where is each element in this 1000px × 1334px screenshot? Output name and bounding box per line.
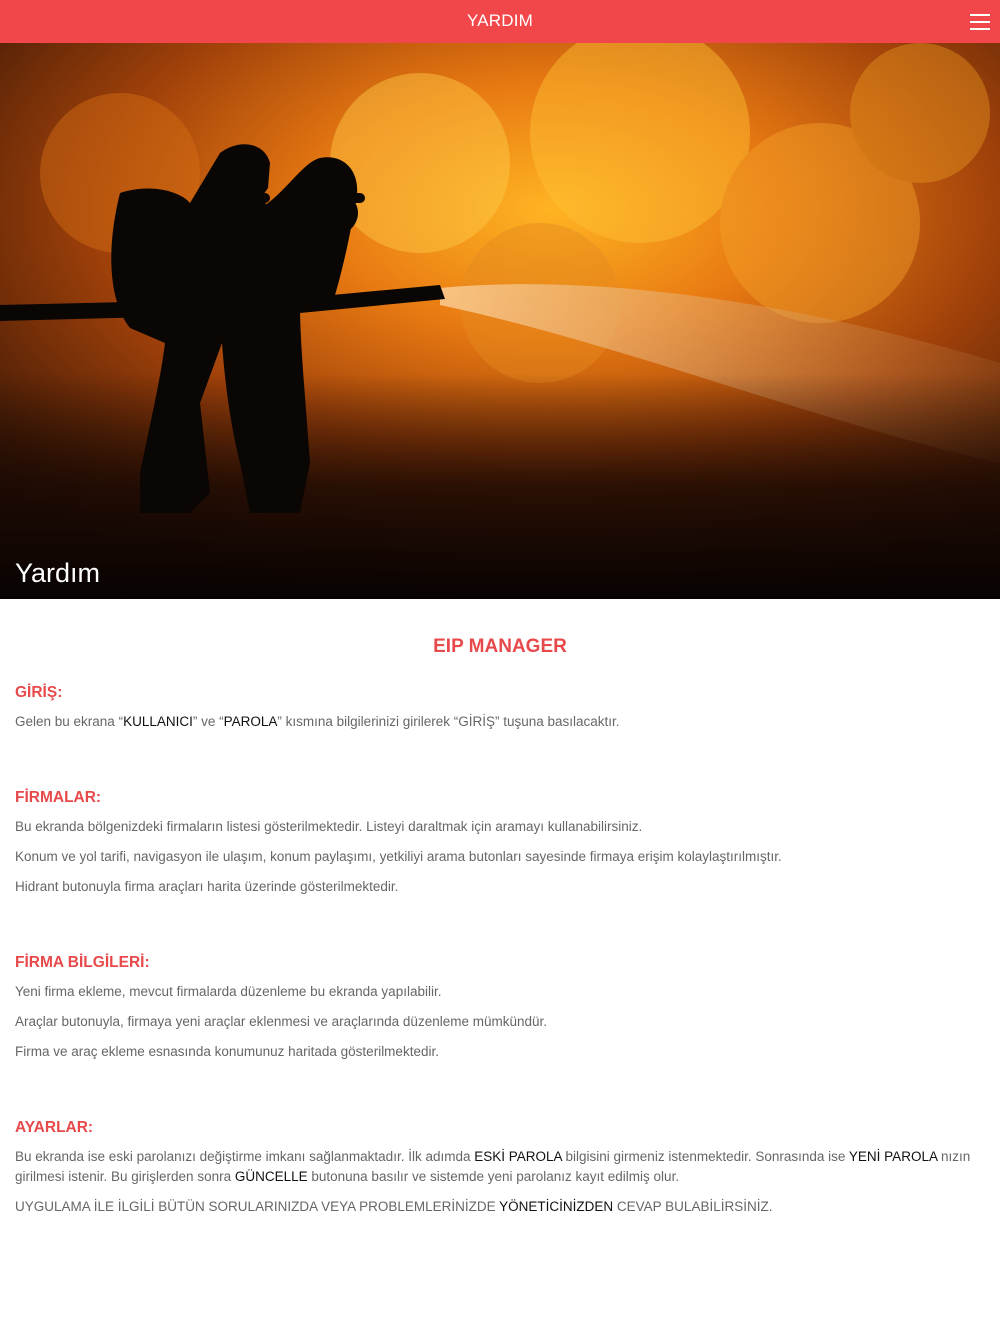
- hero-caption: Yardım: [15, 558, 101, 588]
- section-heading-firma-bilgileri: FİRMA BİLGİLERİ:: [15, 954, 150, 971]
- paragraph-ayarlar-2: UYGULAMA İLE İLGİLİ BÜTÜN SORULARINIZDA VEYA PROBLEMLERİNİZDE YÖNETİCİNİZDEN CEVAP BULABİLİRSİNİZ.: [15, 1199, 773, 1214]
- top-app-bar: [0, 0, 1000, 43]
- paragraph-firmalar-1: Bu ekranda bölgenizdeki firmaların listesi gösterilmektedir. Listeyi daraltmak için aramayı kullanabilirsiniz.: [15, 819, 643, 834]
- section-heading-giris: GİRİŞ:: [15, 684, 63, 701]
- paragraph-firmalar-2: Konum ve yol tarifi, navigasyon ile ulaşım, konum paylaşımı, yetkiliyi arama butonları sayesinde firmaya erişim kolaylaştırılmıştır.: [15, 849, 782, 864]
- section-firma-bilgileri: [15, 953, 985, 1062]
- section-firmalar: [15, 788, 985, 897]
- paragraph-firmalar-3: Hidrant butonuyla firma araçları harita üzerinde gösterilmektedir.: [15, 879, 399, 894]
- hamburger-menu-icon[interactable]: [970, 12, 990, 30]
- page-title: YARDIM: [466, 11, 534, 30]
- paragraph-ayarlar-1: Bu ekranda ise eski parolanızı değiştirme imkanı sağlanmaktadır. İlk adımda ESKİ PAROLA bilgisini girmeniz istenmektedir. Sonrasında ise YENİ PAROLA nızın girilmesi istenir. Bu girişlerden sonra GÜNCELLE butonuna basılır ve sistemde yeni parolanız kayıt edilmiş olur.: [15, 1149, 971, 1184]
- hero-banner: [0, 43, 1000, 599]
- paragraph-firma-bilgileri-2: Araçlar butonuyla, firmaya yeni araçlar eklenmesi ve araçlarında düzenleme mümkündür.: [15, 1014, 548, 1029]
- paragraph-firma-bilgileri-3: Firma ve araç ekleme esnasında konumunuz haritada gösterilmektedir.: [15, 1044, 439, 1059]
- app-title: EIP MANAGER: [433, 636, 567, 657]
- paragraph-firma-bilgileri-1: Yeni firma ekleme, mevcut firmalarda düzenleme bu ekranda yapılabilir.: [15, 984, 442, 999]
- paragraph-giris: Gelen bu ekrana “KULLANICI” ve “PAROLA” kısmına bilgilerinizi girilerek “GİRİŞ” tuşuna basılacaktır.: [15, 714, 620, 729]
- section-heading-firmalar: FİRMALAR:: [15, 789, 102, 806]
- firefighters-silhouette-fire-image: [0, 43, 1000, 599]
- section-heading-ayarlar: AYARLAR:: [15, 1119, 94, 1136]
- section-ayarlar: [15, 1118, 985, 1217]
- section-giris: [15, 683, 985, 732]
